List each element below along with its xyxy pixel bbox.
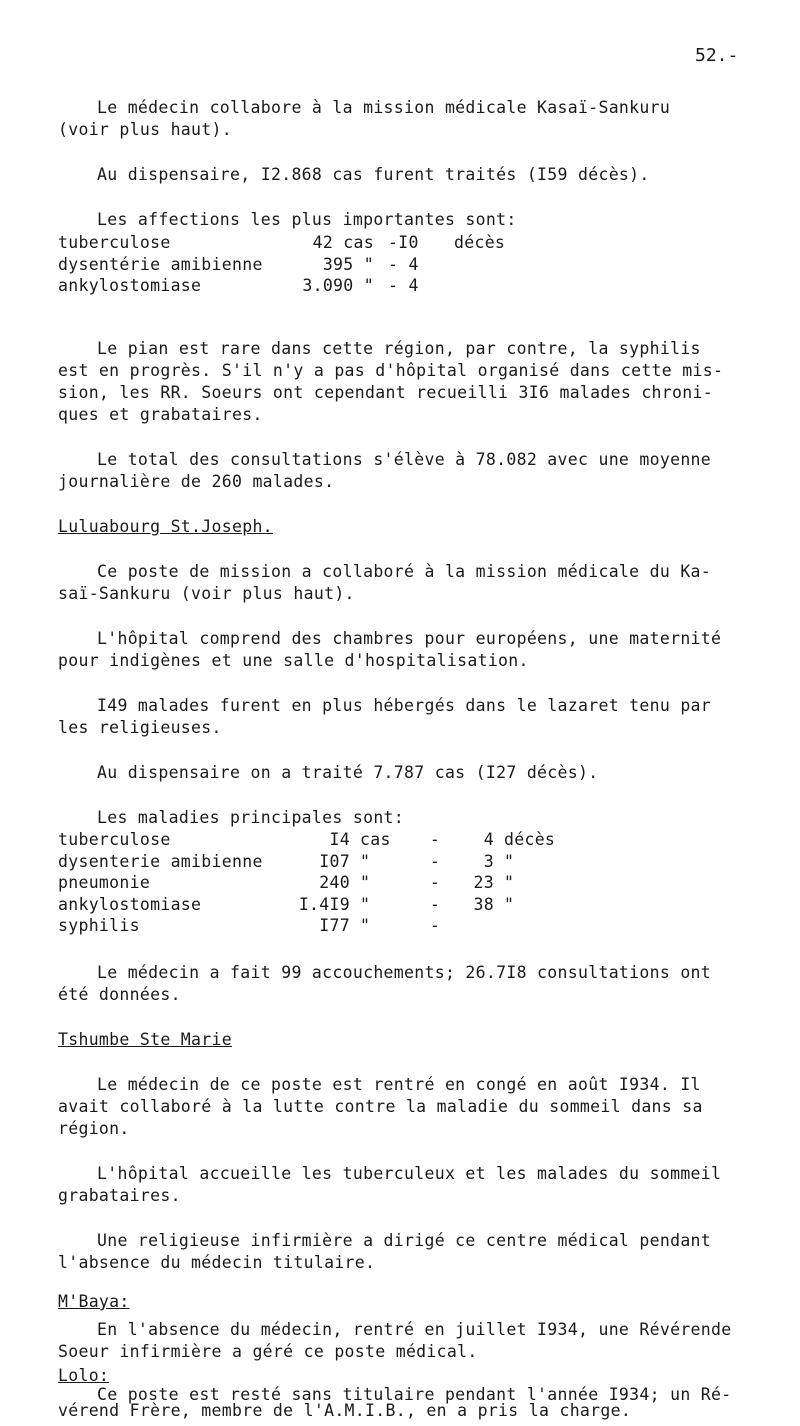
- separator: -: [429, 851, 441, 871]
- table-row: [58, 915, 555, 937]
- death-label: ": [504, 851, 515, 871]
- paragraph-dispensaire-cases: Au dispensaire, I2.868 cas furent traités (I59 décès).: [97, 165, 650, 184]
- death-label: ": [504, 894, 515, 914]
- list-intro-maladies: Les maladies principales sont:: [97, 808, 405, 827]
- death-count: [450, 915, 494, 937]
- text-line: journalière de 260 malades.: [58, 472, 335, 491]
- death-count: - 4: [388, 276, 419, 295]
- text-line: l'absence du médecin titulaire.: [58, 1253, 376, 1272]
- death-count: 23: [473, 873, 494, 892]
- separator: -: [429, 830, 441, 849]
- text-line: I49 malades furent en plus hébergés dans le lazaret tenu par: [97, 696, 712, 715]
- death-label: [448, 254, 505, 276]
- table-row: [58, 872, 555, 894]
- section-heading-lolo: Lolo:: [58, 1366, 110, 1385]
- text-line: Le médecin a fait 99 accouchements; 26.7I8 consultations ont: [97, 963, 712, 982]
- death-label: décès: [454, 233, 506, 252]
- death-count: 4: [483, 830, 494, 849]
- death-label: ": [504, 873, 515, 892]
- text-line: L'hôpital comprend des chambres pour européens, une maternité: [97, 629, 722, 648]
- page-number: 52.-: [695, 45, 739, 66]
- text-line: vérend Frère, membre de l'A.M.I.B., en a pris la charge.: [58, 1401, 632, 1420]
- death-count: -I0: [388, 233, 419, 252]
- case-count: 395 ": [322, 254, 374, 274]
- disease-name: syphilis: [58, 916, 140, 935]
- case-unit: ": [360, 851, 371, 871]
- table-row: [58, 894, 555, 916]
- text-line: Ce poste de mission a collaboré à la mission médicale du Ka-: [97, 562, 712, 581]
- disease-name: ankylostomiase: [58, 276, 202, 295]
- separator: -: [429, 916, 441, 935]
- paragraph-dispensaire-traite: Au dispensaire on a traité 7.787 cas (I27 décès).: [97, 763, 599, 782]
- disease-name: dysenterie amibienne: [58, 851, 263, 871]
- text-line: Une religieuse infirmière a dirigé ce centre médical pendant: [97, 1231, 712, 1250]
- case-count: 240: [319, 873, 350, 892]
- text-line: L'hôpital accueille les tuberculeux et les malades du sommeil: [97, 1164, 722, 1183]
- case-unit: ": [360, 894, 371, 914]
- table-row: [58, 275, 505, 297]
- table-row: [58, 829, 555, 851]
- disease-name: dysentérie amibienne: [58, 254, 263, 274]
- case-count: 42 cas: [312, 233, 374, 252]
- case-count: I77: [319, 916, 350, 935]
- section-heading-mbaya: M'Baya:: [58, 1292, 130, 1311]
- section-heading-luluabourg: Luluabourg St.Joseph.: [58, 517, 273, 536]
- text-line: (voir plus haut).: [58, 120, 232, 139]
- case-count: 3.090 ": [302, 276, 374, 295]
- table-row: [58, 851, 555, 873]
- case-count: I07: [319, 851, 350, 871]
- case-count: I.4I9: [298, 894, 350, 914]
- case-unit: ": [360, 916, 371, 935]
- text-line: pour indigènes et une salle d'hospitalisation.: [58, 651, 529, 670]
- case-count: I4: [329, 830, 350, 849]
- death-count: 38: [473, 894, 494, 914]
- list-intro-affections: Les affections les plus importantes sont:: [97, 210, 517, 229]
- affections-table: [58, 232, 505, 297]
- separator: -: [429, 873, 441, 892]
- text-line: ques et grabataires.: [58, 405, 263, 424]
- text-line: est en progrès. S'il n'y a pas d'hôpital organisé dans cette mis-: [58, 361, 724, 380]
- text-line: saï-Sankuru (voir plus haut).: [58, 584, 355, 603]
- text-line: région.: [58, 1119, 130, 1138]
- disease-name: pneumonie: [58, 873, 151, 892]
- text-line: Le pian est rare dans cette région, par contre, la syphilis: [97, 339, 701, 358]
- death-count: 3: [483, 851, 494, 871]
- text-line: Ce poste est resté sans titulaire pendant l'année I934; un Ré-: [97, 1385, 732, 1404]
- death-label: décès: [504, 830, 556, 849]
- text-line: Le médecin de ce poste est rentré en congé en août I934. Il: [97, 1075, 701, 1094]
- text-line: les religieuses.: [58, 718, 222, 737]
- table-row: [58, 232, 505, 254]
- text-line: été données.: [58, 985, 181, 1004]
- disease-name: tuberculose: [58, 233, 171, 252]
- text-line: grabataires.: [58, 1186, 181, 1205]
- text-line: Le médecin collabore à la mission médicale Kasaï-Sankuru: [97, 98, 671, 117]
- text-line: sion, les RR. Soeurs ont cependant recueilli 3I6 malades chroni-: [58, 383, 713, 402]
- disease-name: tuberculose: [58, 830, 171, 849]
- text-line: Soeur infirmière a géré ce poste médical.: [58, 1342, 478, 1361]
- death-count: - 4: [388, 254, 419, 274]
- separator: -: [429, 894, 441, 914]
- death-label: [448, 275, 505, 297]
- disease-name: ankylostomiase: [58, 894, 202, 914]
- text-line: Le total des consultations s'élève à 78.082 avec une moyenne: [97, 450, 712, 469]
- text-line: avait collaboré à la lutte contre la maladie du sommeil dans sa: [58, 1097, 703, 1116]
- table-row: [58, 254, 505, 276]
- case-unit: ": [360, 873, 371, 892]
- case-unit: cas: [360, 830, 391, 849]
- section-heading-tshumbe: Tshumbe Ste Marie: [58, 1030, 232, 1049]
- maladies-table: [58, 829, 555, 937]
- death-label: [494, 915, 555, 937]
- text-line: En l'absence du médecin, rentré en juillet I934, une Révérende: [97, 1320, 732, 1339]
